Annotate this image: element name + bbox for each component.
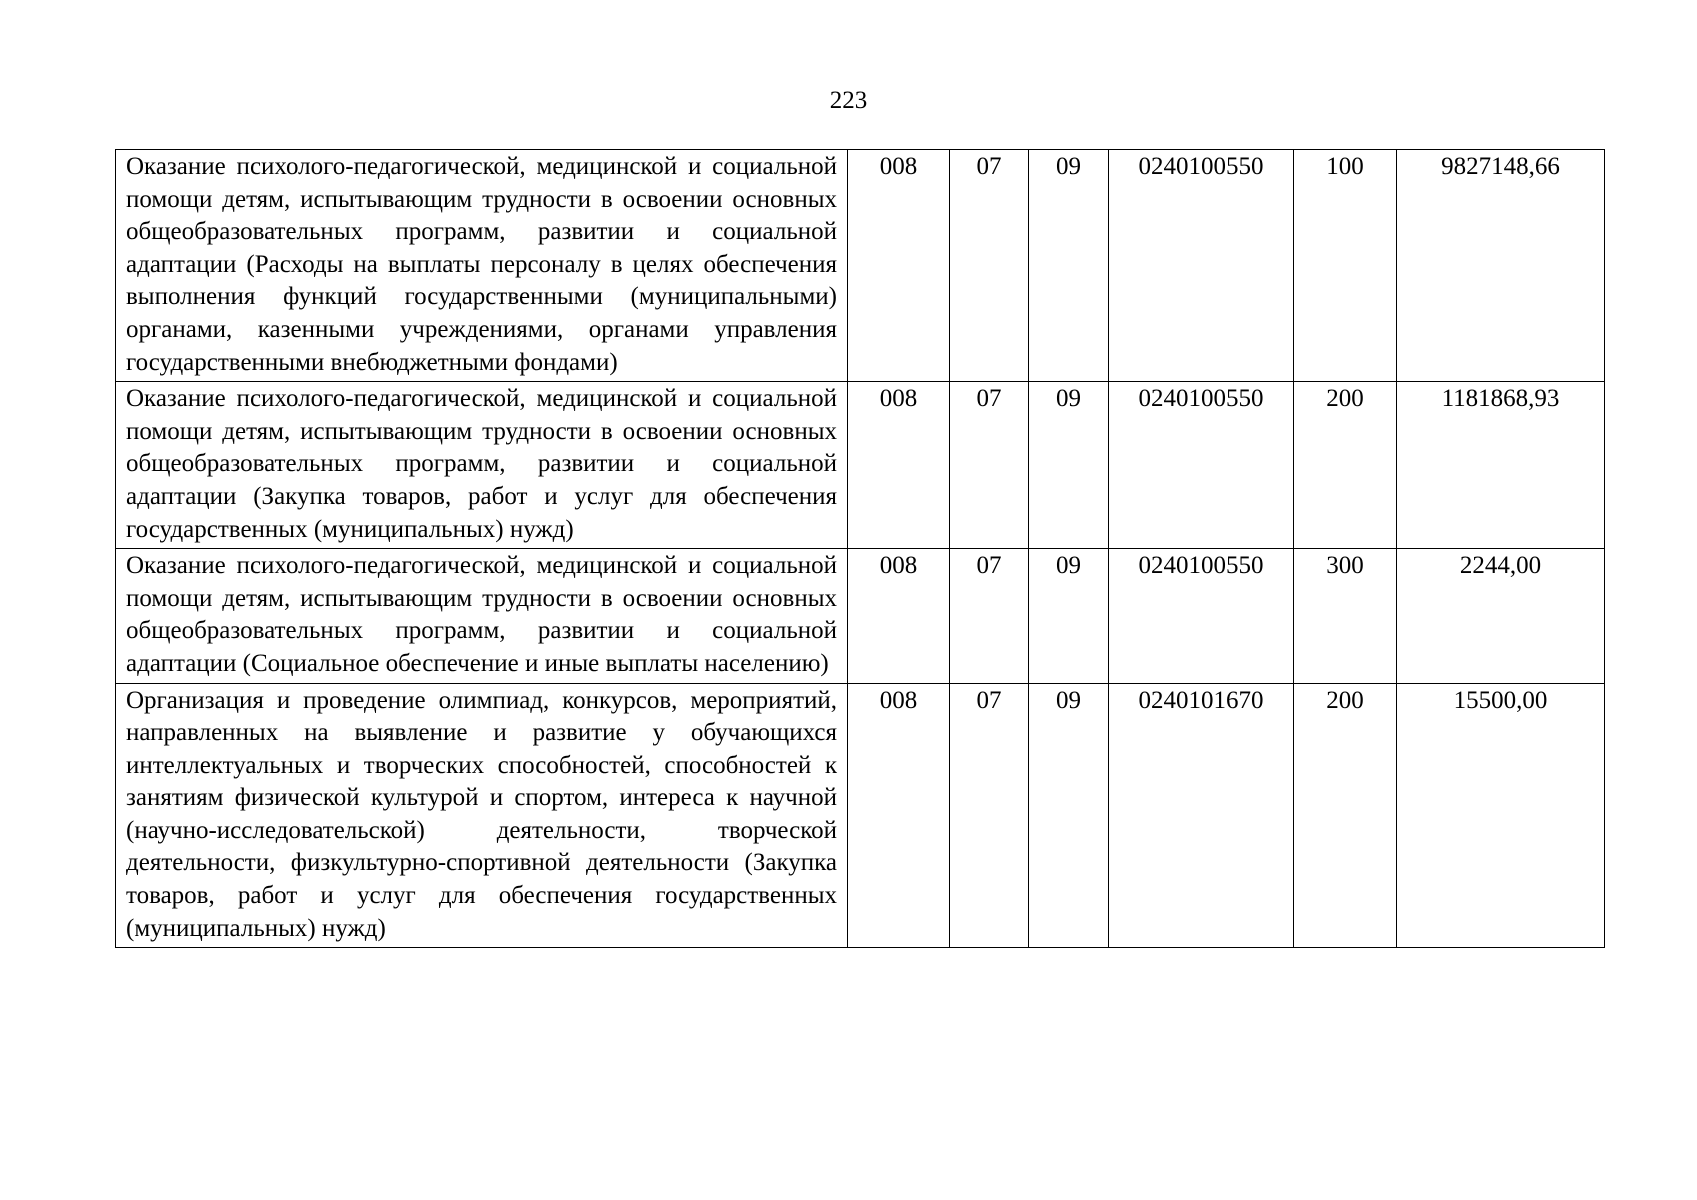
- ministry-code: 008: [848, 683, 950, 948]
- row-description: Оказание психолого-педагогической, медицинской и социальной помощи детям, испытывающим трудности в освоении основных общеобразовательных программ, развитии и социальной адаптации (Расходы на выплаты персоналу в целях обеспечения выполнения функций государственными (муниципальными) органами, казенными учреждениями, органами управления государственными внебюджетными фондами): [116, 150, 848, 382]
- expense-type-code: 200: [1294, 382, 1397, 549]
- table-row: [116, 150, 1605, 382]
- subsection-code: 09: [1029, 683, 1109, 948]
- amount: 2244,00: [1397, 549, 1605, 683]
- section-code: 07: [950, 683, 1029, 948]
- table-row: [116, 683, 1605, 948]
- target-article-code: 0240100550: [1109, 549, 1294, 683]
- row-description: Оказание психолого-педагогической, медицинской и социальной помощи детям, испытывающим трудности в освоении основных общеобразовательных программ, развитии и социальной адаптации (Социальное обеспечение и иные выплаты населению): [116, 549, 848, 683]
- subsection-code: 09: [1029, 382, 1109, 549]
- expense-type-code: 100: [1294, 150, 1397, 382]
- target-article-code: 0240100550: [1109, 150, 1294, 382]
- ministry-code: 008: [848, 549, 950, 683]
- budget-table: [115, 149, 1605, 948]
- table-row: [116, 549, 1605, 683]
- amount: 1181868,93: [1397, 382, 1605, 549]
- expense-type-code: 200: [1294, 683, 1397, 948]
- ministry-code: 008: [848, 382, 950, 549]
- subsection-code: 09: [1029, 549, 1109, 683]
- target-article-code: 0240101670: [1109, 683, 1294, 948]
- target-article-code: 0240100550: [1109, 382, 1294, 549]
- section-code: 07: [950, 549, 1029, 683]
- ministry-code: 008: [848, 150, 950, 382]
- amount: 15500,00: [1397, 683, 1605, 948]
- section-code: 07: [950, 382, 1029, 549]
- expense-type-code: 300: [1294, 549, 1397, 683]
- subsection-code: 09: [1029, 150, 1109, 382]
- page-number: 223: [829, 87, 868, 114]
- section-code: 07: [950, 150, 1029, 382]
- row-description: Оказание психолого-педагогической, медицинской и социальной помощи детям, испытывающим трудности в освоении основных общеобразовательных программ, развитии и социальной адаптации (Закупка товаров, работ и услуг для обеспечения государственных (муниципальных) нужд): [116, 382, 848, 549]
- table-row: [116, 382, 1605, 549]
- row-description: Организация и проведение олимпиад, конкурсов, мероприятий, направленных на выявление и развитие у обучающихся интеллектуальных и творческих способностей, способностей к занятиям физической культурой и спортом, интереса к научной (научно-исследовательской) деятельности, творческой деятельности, физкультурно-спортивной деятельности (Закупка товаров, работ и услуг для обеспечения государственных (муниципальных) нужд): [116, 683, 848, 948]
- amount: 9827148,66: [1397, 150, 1605, 382]
